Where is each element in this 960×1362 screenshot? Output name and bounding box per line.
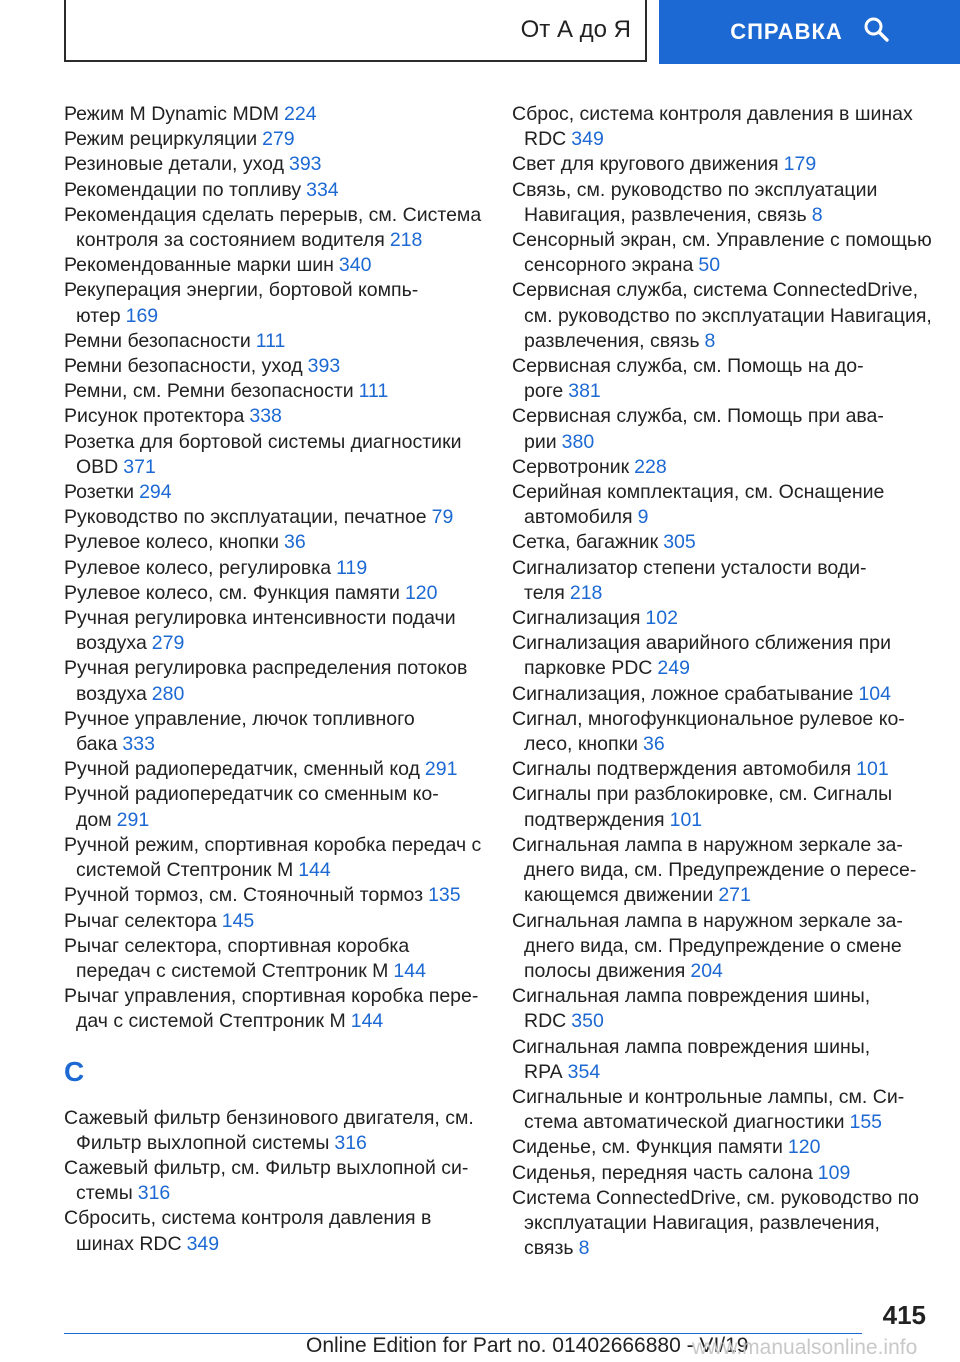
page-link[interactable]: 316 (334, 1131, 367, 1154)
index-entry-term: Рычаг селектора, спортивная коробка передач с системой Стептроник M (64, 934, 410, 982)
index-entry (64, 127, 484, 152)
index-entry-term: Сетка, багажник (512, 531, 659, 554)
index-entry (64, 1206, 484, 1256)
page-link[interactable]: 111 (358, 380, 389, 403)
page-link[interactable]: 8 (578, 1237, 590, 1260)
index-entry-term: Сигнализатор степени усталости водителя (512, 556, 867, 604)
index-entry (64, 909, 484, 934)
page-link[interactable]: 294 (139, 481, 172, 504)
index-entry-term: Сиденье, см. Функция памяти (512, 1136, 783, 1159)
page-number: 415 (882, 1300, 926, 1330)
tab-a-to-z[interactable] (64, 0, 647, 62)
page-link[interactable]: 79 (431, 506, 454, 529)
index-entry (64, 656, 484, 706)
index-entry-term: Сервисная служба, см. Помощь при аварии (512, 405, 884, 453)
page-link[interactable]: 101 (669, 808, 703, 831)
watermark: www.manualsonline.info (692, 1336, 918, 1359)
index-entry (64, 253, 484, 278)
index-entry-term: Сажевый фильтр, см. Фильтр выхлопной системы (64, 1156, 469, 1205)
page-link[interactable]: 120 (404, 581, 438, 604)
index-list-s (64, 1106, 484, 1257)
index-entry (64, 984, 484, 1034)
index-entry-term: Сигнализация, ложное срабатывание (512, 682, 854, 705)
index-entry (512, 354, 932, 404)
page-link[interactable]: 102 (645, 607, 678, 630)
index-entry-term: Рулевое колесо, кнопки (64, 531, 279, 554)
page-link[interactable]: 224 (284, 103, 317, 125)
page-link[interactable]: 169 (125, 304, 159, 327)
tab-help[interactable] (659, 0, 960, 64)
page-link[interactable]: 9 (637, 506, 649, 529)
page-link[interactable]: 349 (571, 128, 604, 151)
index-entry-term: Сервотроник (512, 455, 630, 478)
index-entry (512, 707, 932, 757)
index-list-s-continued (512, 102, 932, 1261)
index-entry-term: Сажевый фильтр бензинового двигателя, см. Фильтр выхлопной системы (64, 1106, 474, 1154)
edition-text: Online Edition for Part no. 01402666880 - VI/19 (306, 1334, 749, 1357)
index-entry-term: Сервисная служба, см. Помощь на дороге (512, 355, 864, 403)
index-entry (512, 1161, 932, 1186)
header (0, 0, 960, 66)
index-entry (512, 631, 932, 681)
index-entry-term: Сигнальная лампа повреждения шины, RPA (512, 1035, 871, 1083)
index-entry-term: Ручной тормоз, см. Стояночный тормоз (64, 884, 424, 907)
index-entry (512, 606, 932, 631)
index-entry-term: Ручной радиопередатчик со сменным кодом (64, 783, 439, 831)
index-entry (64, 833, 484, 883)
page-link[interactable]: 135 (428, 884, 461, 907)
index-entry-term: Ручная регулировка распределения потоков воздуха (64, 657, 468, 705)
page-link[interactable]: 338 (249, 405, 282, 428)
index-entry-term: Рекомендованные марки шин (64, 254, 334, 277)
page-link[interactable]: 8 (704, 329, 716, 352)
index-entry (512, 1035, 932, 1085)
index-entry (64, 934, 484, 984)
index-entry (512, 833, 932, 909)
page-link[interactable]: 381 (568, 380, 601, 403)
index-entry (512, 404, 932, 454)
index-entry-term: Ручной радиопередатчик, сменный код (64, 758, 420, 781)
index-entry (512, 1135, 932, 1160)
index-entry (64, 782, 484, 832)
index-entry-term: Система ConnectedDrive, см. руководство по эксплуатации Навигация, развлечения, связь (512, 1186, 919, 1260)
index-entry-term: Сигналы подтверждения автомобиля (512, 758, 852, 781)
index-entry-term: Сигнал, многофункциональное рулевое колесо, кнопки (512, 707, 905, 756)
index-entry (64, 757, 484, 782)
page-link[interactable]: 271 (718, 884, 751, 907)
index-entry (512, 782, 932, 832)
tab-a-to-z-label: От А до Я (520, 16, 631, 43)
index-entry (64, 581, 484, 606)
index-entry (512, 984, 932, 1034)
index-entry-term: Режим рециркуляции (64, 128, 258, 151)
page-link[interactable]: 333 (122, 733, 155, 756)
index-entry (512, 556, 932, 606)
page-link[interactable]: 334 (306, 178, 339, 201)
index-entry-term: Рулевое колесо, регулировка (64, 556, 332, 579)
index-entry-term: Сигнальная лампа повреждения шины, RDC (512, 985, 871, 1033)
index-entry-term: Резиновые детали, уход (64, 153, 284, 176)
index-entry (64, 883, 484, 908)
index-entry-term: Руководство по эксплуатации, печатное (64, 506, 427, 529)
tab-help-label: СПРАВКА (730, 19, 843, 44)
index-entry (512, 102, 932, 152)
page-link[interactable]: 104 (858, 682, 891, 705)
index-entry-term: Сбросить, система контроля давления в шинах RDC (64, 1207, 432, 1255)
page-link[interactable]: 393 (307, 355, 341, 378)
index-entry (512, 909, 932, 985)
index-entry-term: Свет для кругового движения (512, 153, 779, 176)
page-link[interactable]: 119 (336, 556, 368, 579)
page-link[interactable]: 50 (698, 254, 721, 277)
index-entry (64, 354, 484, 379)
index-entry-term: Рычаг селектора (64, 909, 217, 932)
page-link[interactable]: 249 (657, 657, 690, 680)
index-entry (512, 480, 932, 530)
page-link[interactable]: 228 (634, 455, 667, 478)
index-entry (64, 178, 484, 203)
index-entry-term: Сигнальные и контрольные лампы, см. Система автоматической диагностики (512, 1085, 905, 1134)
index-list-r (64, 102, 484, 1035)
index-entry-term: Ручное управление, лючок топливного бака (64, 707, 415, 756)
index-entry (64, 329, 484, 354)
index-entry-term: Сигнализация аварийного сближения при парковке PDC (512, 632, 891, 680)
index-entry (64, 480, 484, 505)
index-entry (512, 455, 932, 480)
page-link[interactable]: 101 (856, 758, 889, 781)
index-entry (64, 1156, 484, 1206)
index-entry-term: Ремни безопасности, уход (64, 355, 303, 378)
page-link[interactable]: 340 (338, 254, 372, 277)
page-link[interactable]: 145 (221, 909, 255, 932)
page-link[interactable]: 279 (262, 128, 295, 151)
page-link[interactable]: 291 (424, 758, 458, 781)
page-link[interactable]: 218 (389, 229, 423, 252)
index-entry (64, 1106, 484, 1156)
page-link[interactable]: 144 (393, 959, 426, 982)
section-letter-heading: С (64, 1055, 85, 1087)
index-entry-term: Сброс, система контроля давления в шинах RDC (512, 103, 913, 151)
index-entry (512, 152, 932, 177)
page-link[interactable]: 204 (690, 959, 723, 982)
index-entry (64, 379, 484, 404)
page-link[interactable]: 155 (849, 1111, 883, 1134)
page-link[interactable]: 371 (123, 455, 156, 478)
index-entry-term: Сигналы при разблокировке, см. Сигналы подтверждения (512, 783, 893, 831)
index-entry (512, 178, 932, 228)
page-link[interactable]: 179 (783, 153, 817, 176)
index-entry (64, 203, 484, 253)
index-entry (64, 556, 484, 581)
index-entry (64, 152, 484, 177)
index-entry (64, 505, 484, 530)
page-link[interactable]: 354 (567, 1060, 601, 1083)
page-link[interactable]: 291 (116, 808, 150, 831)
page-link[interactable]: 218 (569, 581, 603, 604)
index-entry (512, 228, 932, 278)
index-entry-term: Связь, см. руководство по эксплуатации Навигация, развлечения, связь (512, 178, 878, 226)
page-link[interactable]: 316 (137, 1182, 171, 1205)
index-entry (512, 530, 932, 555)
index-entry (512, 1085, 932, 1135)
index-entry-term: Рулевое колесо, см. Функция памяти (64, 581, 400, 604)
index-entry-term: Режим M Dynamic MDM (64, 103, 280, 125)
page-link[interactable]: 8 (811, 203, 823, 226)
index-column-left (64, 102, 484, 1257)
index-entry (512, 1186, 932, 1262)
index-entry-term: Сигнальная лампа в наружном зеркале заднего вида, см. Предупреждение о пересекающемся движении (512, 833, 917, 907)
page-link[interactable]: 36 (643, 733, 665, 756)
index-entry-term: Розетки (64, 481, 135, 504)
index-entry-term: Рисунок протектора (64, 405, 245, 428)
page-link[interactable]: 350 (571, 1010, 604, 1033)
index-entry-term: Сиденья, передняя часть салона (512, 1161, 813, 1184)
page-link[interactable]: 279 (151, 632, 185, 655)
page-link[interactable]: 120 (787, 1136, 821, 1159)
page-link[interactable]: 393 (288, 153, 322, 176)
index-entry (64, 430, 484, 480)
index-entry-term: Рекомендация сделать перерыв, см. Система контроля за состоянием водителя (64, 203, 482, 252)
page-link[interactable]: 349 (186, 1232, 220, 1255)
index-entry-term: Ручной режим, спортивная коробка передач с системой Стептроник M (64, 833, 482, 882)
index-entry-term: Ремни безопасности (64, 329, 251, 352)
index-entry (512, 278, 932, 354)
index-entry-term: Сенсорный экран, см. Управление с помощью сенсорного экрана (512, 229, 932, 277)
index-entry (64, 102, 484, 127)
index-entry-term: Рекуперация энергии, бортовой компьютер (64, 279, 419, 327)
index-entry (512, 682, 932, 707)
page-link[interactable]: 305 (663, 531, 696, 554)
index-entry (64, 707, 484, 757)
page-link[interactable]: 144 (350, 1010, 384, 1033)
search-icon (863, 16, 889, 48)
page-link[interactable]: 280 (151, 682, 185, 705)
page-link[interactable]: 111 (255, 329, 286, 352)
index-entry-term: Сигнализация (512, 607, 641, 630)
index-entry-term: Ремни, см. Ремни безопасности (64, 380, 354, 403)
index-entry-term: Рекомендации по топливу (64, 178, 302, 201)
index-entry (64, 606, 484, 656)
page-link[interactable]: 144 (298, 859, 331, 882)
index-entry (512, 757, 932, 782)
index-entry-term: Сигнальная лампа в наружном зеркале заднего вида, см. Предупреждение о смене полосы движения (512, 909, 903, 982)
index-entry-term: Сервисная служба, система ConnectedDrive, см. руководство по эксплуатации Навигация, развлечения, связь (512, 279, 932, 352)
page-link[interactable]: 109 (817, 1161, 851, 1184)
index-entry (64, 404, 484, 429)
index-entry-term: Серийная комплектация, см. Оснащение автомобиля (512, 481, 885, 529)
index-entry-term: Рычаг управления, спортивная коробка передач с системой Стептроник M (64, 985, 479, 1033)
page-link[interactable]: 36 (283, 531, 306, 554)
index-column-right (512, 102, 932, 1261)
index-entry-term: Ручная регулировка интенсивности подачи воздуха (64, 607, 456, 655)
index-entry-term: Розетка для бортовой системы диагностики OBD (64, 430, 462, 478)
index-entry (64, 530, 484, 555)
page-link[interactable]: 380 (561, 430, 595, 453)
index-entry (64, 278, 484, 328)
